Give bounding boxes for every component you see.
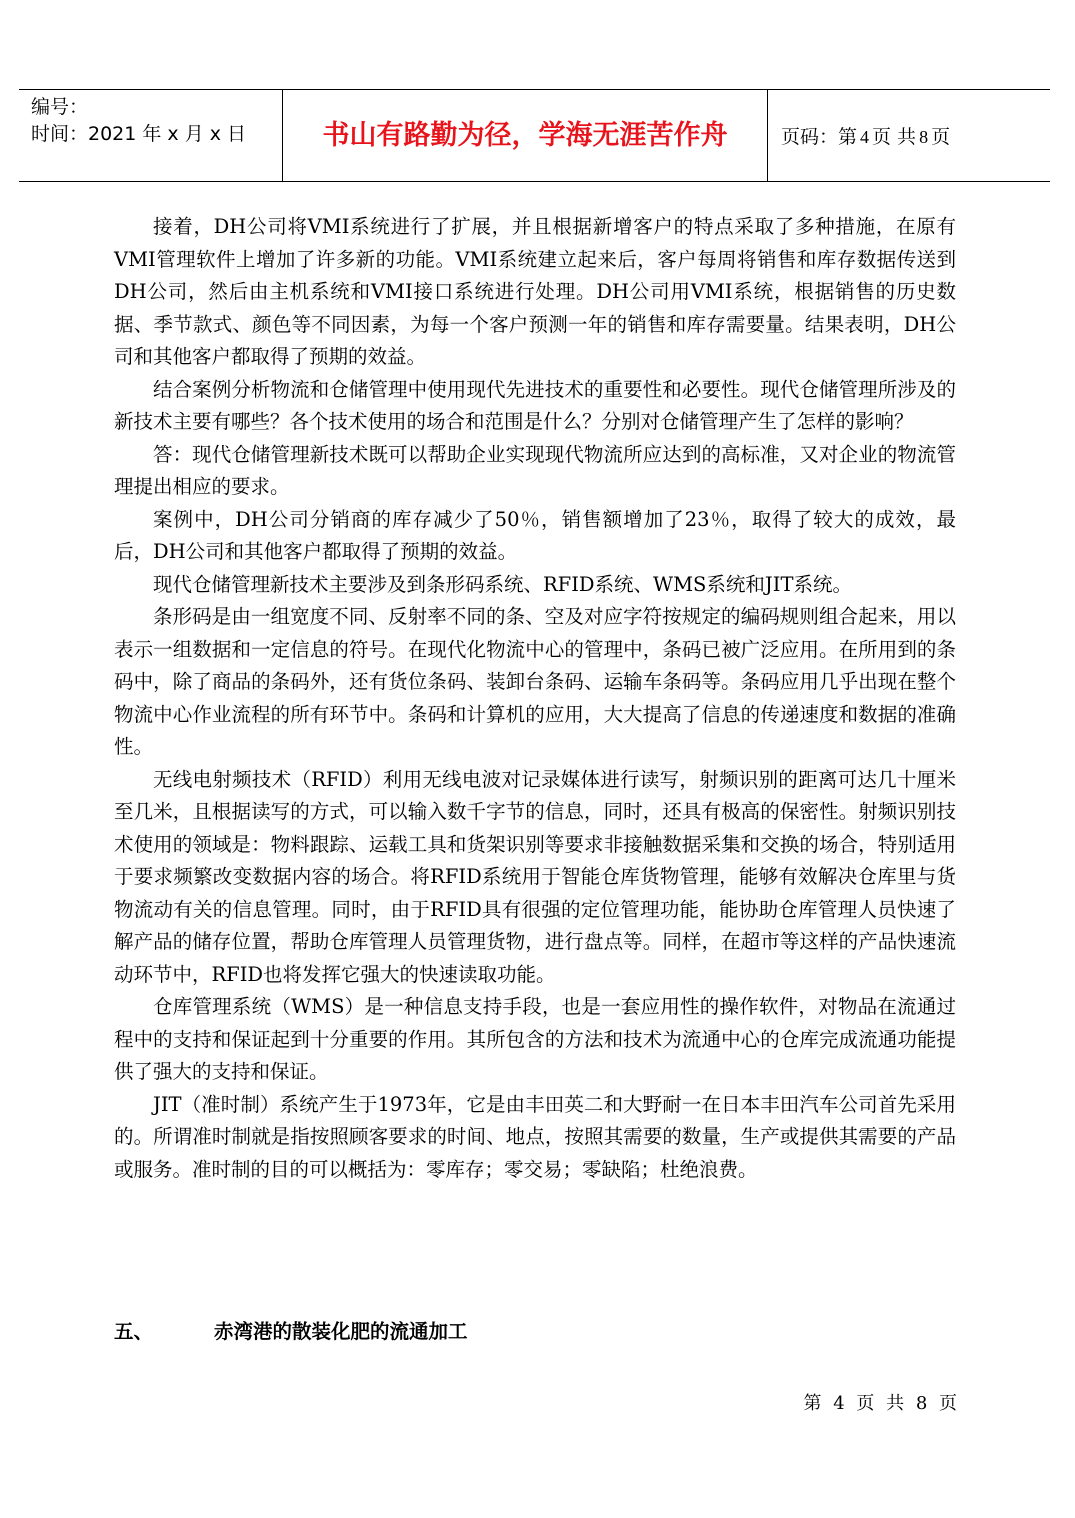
- section-title: 赤湾港的散装化肥的流通加工: [214, 1320, 468, 1343]
- paragraph: 答：现代仓储管理新技术既可以帮助企业实现现代物流所应达到的高标准，又对企业的物流管理提出相应的要求。: [114, 442, 956, 498]
- header-divider-right: [767, 90, 768, 181]
- paragraph: 接着，DH公司将VMI系统进行了扩展，并且根据新增客户的特点采取了多种措施，在原有VMI管理软件上增加了许多新的功能。VMI系统建立起来后，客户每周将销售和库存数据传送到DH公司，然后由主机系统和VMI接口系统进行处理。DH公司用VMI系统，根据销售的历史数据、季节款式、颜色等不同因素，为每一个客户预测一年的销售和库存需要量。结果表明，DH公司和其他客户都取得了预期的效益。: [114, 215, 956, 368]
- section-number: 五、: [114, 1320, 154, 1343]
- page-prefix: 页码：第: [781, 126, 858, 148]
- paragraph: 条形码是由一组宽度不同、反射率不同的条、空及对应字符按规定的编码规则组合起来，用以表示一组数据和一定信息的符号。在现代化物流中心的管理中，条码已被广泛应用。在所用到的条码中，除了商品的条码外，还有货位条码、装卸台条码、运输车条码等。条码应用几乎出现在整个物流中心作业流程的所有环节中。条码和计算机的应用，大大提高了信息的传递速度和数据的准确性。: [114, 605, 956, 758]
- page-footer: 第 4 页 共 8 页: [803, 1393, 957, 1414]
- page-current: 4: [860, 127, 870, 147]
- page-total: 8: [919, 127, 929, 147]
- page-header: [19, 89, 1050, 182]
- paragraph: 仓库管理系统（WMS）是一种信息支持手段，也是一套应用性的操作软件，对物品在流通过程中的支持和保证起到十分重要的作用。其所包含的方法和技术为流通中心的仓库完成流通功能提供了强大的支持和保证。: [114, 995, 956, 1083]
- document-number-label: 编号：: [31, 96, 89, 118]
- document-date: 时间：2021 年 x 月 x 日: [31, 123, 247, 145]
- header-motto: 书山有路勤为径，学海无涯苦作舟: [322, 120, 728, 151]
- page-mid: 页 共: [872, 126, 917, 148]
- paragraph: JIT（准时制）系统产生于1973年，它是由丰田英二和大野耐一在日本丰田汽车公司首先采用的。所谓准时制就是指按照顾客要求的时间、地点，按照其需要的数量，生产或提供其需要的产品或服务。准时制的目的可以概括为：零库存；零交易；零缺陷；杜绝浪费。: [114, 1092, 956, 1181]
- paragraph: 结合案例分析物流和仓储管理中使用现代先进技术的重要性和必要性。现代仓储管理所涉及的新技术主要有哪些？各个技术使用的场合和范围是什么？分别对仓储管理产生了怎样的影响？: [114, 377, 956, 433]
- paragraph: 无线电射频技术（RFID）利用无线电波对记录媒体进行读写，射频识别的距离可达几十厘米至几米，且根据读写的方式，可以输入数千字节的信息，同时，还具有极高的保密性。射频识别技术使用的领域是：物料跟踪、运载工具和货架识别等要求非接触数据采集和交换的场合，特别适用于要求频繁改变数据内容的场合。将RFID系统用于智能仓库货物管理，能够有效解决仓库里与货物流动有关的信息管理。同时，由于RFID具有很强的定位管理功能，能协助仓库管理人员快速了解产品的储存位置，帮助仓库管理人员管理货物，进行盘点等。同样，在超市等这样的产品快速流动环节中，RFID也将发挥它强大的快速读取功能。: [114, 767, 956, 986]
- section-heading: [114, 1317, 468, 1347]
- paragraph: 案例中，DH公司分销商的库存减少了50％，销售额增加了23％，取得了较大的成效，最后，DH公司和其他客户都取得了预期的效益。: [114, 507, 956, 563]
- header-page-indicator: [781, 123, 950, 151]
- header-meta: [31, 94, 286, 148]
- paragraph: 现代仓储管理新技术主要涉及到条形码系统、RFID系统、WMS系统和JIT系统。: [153, 572, 852, 596]
- page-suffix: 页: [931, 126, 951, 148]
- document-body: [114, 211, 956, 1186]
